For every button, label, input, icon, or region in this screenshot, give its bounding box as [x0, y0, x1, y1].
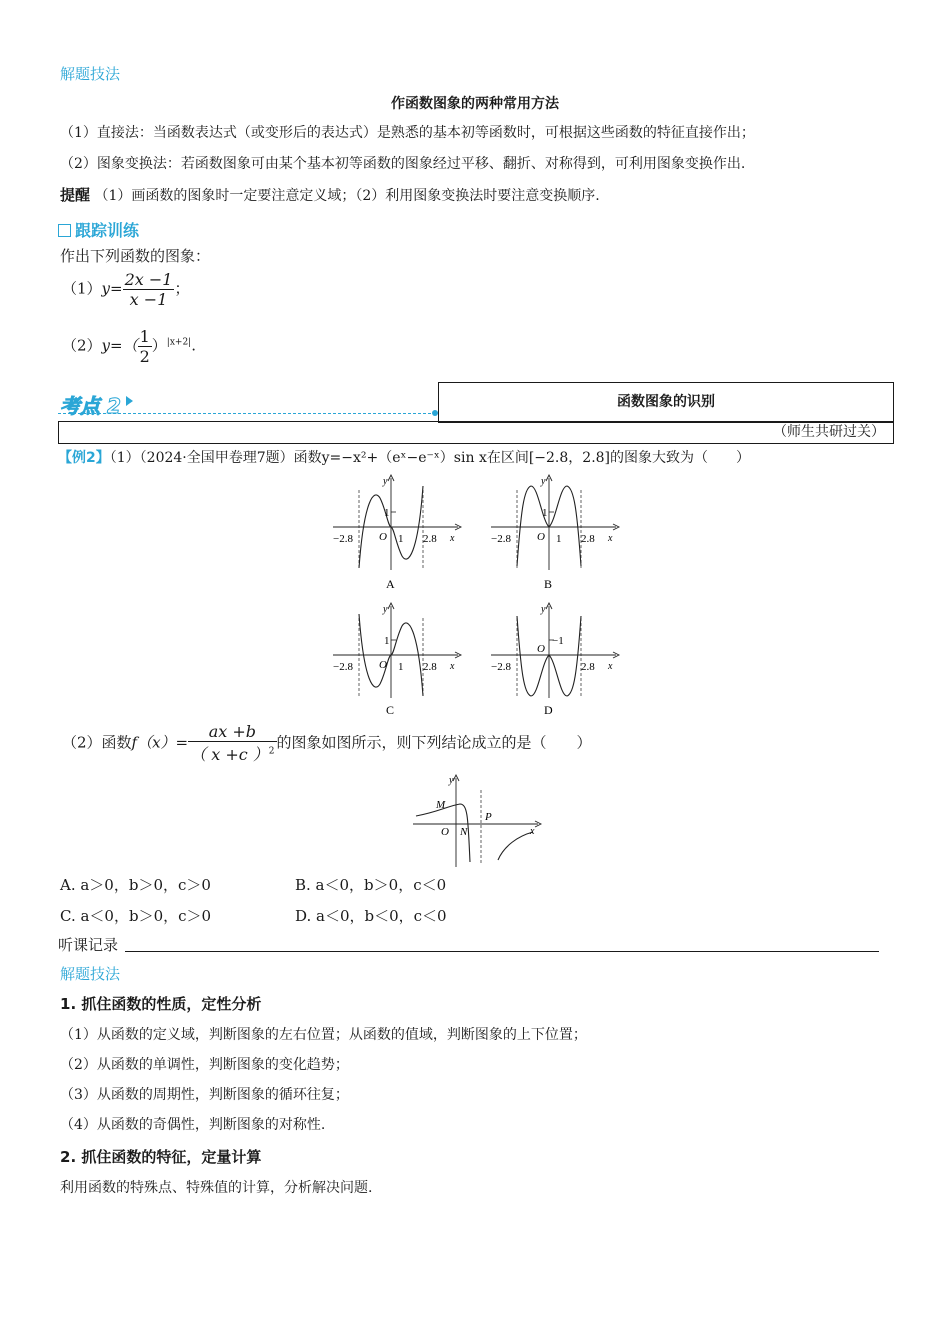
graph-d-y-minus-one: −1 [552, 635, 564, 647]
tip-title: 作函数图象的两种常用方法 [391, 96, 559, 112]
example-label: 【例2】 [58, 450, 110, 466]
graph-a-letter: A [386, 577, 395, 591]
example-q1-text: （1）（2024·全国甲卷理7题）函数y=−x²+（eˣ−e⁻ˣ）sin x在区间[−2.8，2.8]的图象大致为（ ） [109, 450, 751, 466]
tip-header-2: 解题技法 [60, 965, 121, 983]
item1-fraction [123, 270, 175, 309]
graph-c-letter: C [386, 703, 395, 717]
q2-func: f（x）= [131, 733, 189, 752]
tip2-h2-num: 2 [60, 1148, 71, 1166]
q2-label-x: x [530, 826, 535, 837]
option-c: C. a＜0，b＞0，c＞0 [60, 907, 212, 925]
q2-denominator [188, 742, 276, 765]
reminder-text: （1）画函数的图象时一定要注意定义域；（2）利用图象变换法时要注意变换顺序. [94, 188, 600, 204]
reminder [60, 184, 600, 205]
q2-label-p: P [485, 811, 492, 823]
graph-c-tick-1: 1 [398, 661, 404, 673]
option-b: B. a＜0，b＞0，c＜0 [295, 876, 447, 894]
q2-label-n: N [460, 826, 468, 838]
training-intro: 作出下列函数的图象： [60, 247, 211, 265]
item1-suffix: ； [174, 279, 190, 298]
graph-b-y-label: y [541, 476, 546, 487]
graph-a-origin: O [379, 531, 387, 543]
tip2-heading-2 [60, 1146, 261, 1167]
example-q2 [62, 722, 592, 765]
graph-b-y-one: 1 [542, 507, 548, 519]
tip2-h2-text: . 抓住函数的特征，定量计算 [70, 1148, 262, 1166]
q2-label-o: O [441, 826, 449, 838]
section-title: 函数图象的识别 [617, 394, 715, 410]
item1-denominator: x −1 [129, 290, 168, 309]
item2-denominator: 2 [139, 347, 150, 366]
item1-numerator: 2x −1 [124, 270, 173, 289]
tip2-p2: （2）从函数的单调性，判断图象的变化趋势； [60, 1057, 349, 1073]
tip-header-1: 解题技法 [60, 65, 121, 83]
graph-a-x-pos: 2.8 [423, 533, 437, 545]
graph-d-y-label: y [541, 604, 546, 615]
q2-numerator: ax +b [188, 722, 276, 742]
graph-c-y-one: 1 [384, 635, 390, 647]
item1-var: y= [101, 279, 123, 298]
graph-a-x-label: x [450, 533, 455, 544]
graph-b-tick-1: 1 [556, 533, 562, 545]
training-header-text: 跟踪训练 [75, 221, 140, 240]
q2-prefix: （2）函数 [62, 733, 132, 752]
badge-underline [58, 413, 436, 414]
q2-label-m: M [436, 799, 446, 811]
graph-a-tick-1: 1 [398, 533, 404, 545]
graph-b [491, 475, 619, 591]
graph-d-x-pos: 2.8 [581, 661, 595, 673]
q2-den-text: （ x +c ） [190, 745, 269, 764]
section-title-box [438, 382, 894, 423]
example-q1 [58, 447, 750, 467]
notes-label: 听课记录 [58, 936, 119, 954]
graph-c-x-pos: 2.8 [423, 661, 437, 673]
section-subtitle: （师生共研过关） [773, 424, 885, 440]
graph-d-origin: O [537, 643, 545, 655]
tip2-p3: （3）从函数的周期性，判断图象的循环往复； [60, 1087, 349, 1103]
graph-d-letter: D [544, 703, 553, 717]
notes-line[interactable] [125, 951, 879, 952]
q2-suffix: 的图象如图所示，则下列结论成立的是（ ） [276, 733, 592, 752]
graph-a [333, 475, 461, 591]
checkbox-square-icon [58, 224, 71, 237]
tip2-h1-text: . 抓住函数的性质，定性分析 [70, 995, 262, 1013]
graph-d [491, 603, 619, 717]
graph-b-letter: B [544, 577, 553, 591]
tip-line-2: （2）图象变换法：若函数图象可由某个基本初等函数的图象经过平移、翻折、对称得到，可利用图象变换作出. [60, 156, 746, 172]
item2-numerator: 1 [139, 327, 150, 346]
item1-prefix: （1） [62, 279, 102, 298]
item2-close: ） [151, 336, 167, 355]
item2-var: y=（ [101, 336, 138, 355]
q2-curve-right [498, 832, 533, 860]
badge-arrow-icon [126, 396, 133, 406]
item2-prefix: （2） [62, 336, 102, 355]
tip-line-1: （1）直接法：当函数表达式（或变形后的表达式）是熟悉的基本初等函数时，可根据这些函数的特征直接作出； [60, 125, 755, 141]
tip2-p5: 利用函数的特殊点、特殊值的计算，分析解决问题. [60, 1180, 373, 1196]
q2-label-y: y [449, 775, 454, 786]
item2-fraction [138, 327, 152, 366]
graph-a-y-label: y [383, 476, 388, 487]
q2-figure [408, 772, 548, 872]
graph-a-y-one: 1 [384, 507, 390, 519]
graph-c [333, 603, 461, 717]
tip2-h1-num: 1 [60, 995, 71, 1013]
graph-a-x-neg: −2.8 [333, 533, 353, 545]
tip2-p4: （4）从函数的奇偶性，判断图象的对称性. [60, 1117, 326, 1133]
training-header [58, 218, 139, 241]
section-badge: 考点 2 [60, 394, 121, 418]
reminder-label: 提醒 [60, 186, 91, 204]
q2-den-exp: 2 [268, 746, 275, 757]
graph-b-origin: O [537, 531, 545, 543]
graph-d-x-neg: −2.8 [491, 661, 511, 673]
graph-c-x-neg: −2.8 [333, 661, 353, 673]
graph-c-y-label: y [383, 604, 388, 615]
graph-c-origin: O [379, 659, 387, 671]
item2-exponent: |x+2| [166, 337, 192, 348]
graph-d-x-label: x [608, 661, 613, 672]
item2-suffix: . [191, 336, 196, 355]
tip2-p1: （1）从函数的定义域，判断图象的左右位置；从函数的值域，判断图象的上下位置； [60, 1027, 587, 1043]
graph-b-x-pos: 2.8 [581, 533, 595, 545]
training-item-1 [62, 270, 189, 309]
training-item-2 [62, 327, 196, 366]
graph-b-x-label: x [608, 533, 613, 544]
graph-c-x-label: x [450, 661, 455, 672]
graph-b-x-neg: −2.8 [491, 533, 511, 545]
option-a: A. a＞0，b＞0，c＞0 [60, 876, 211, 894]
q2-fraction [188, 722, 276, 765]
option-d: D. a＜0，b＜0，c＜0 [295, 907, 447, 925]
tip2-heading-1 [60, 993, 261, 1014]
section-subtitle-box [58, 421, 894, 444]
options-graphs [318, 470, 628, 720]
